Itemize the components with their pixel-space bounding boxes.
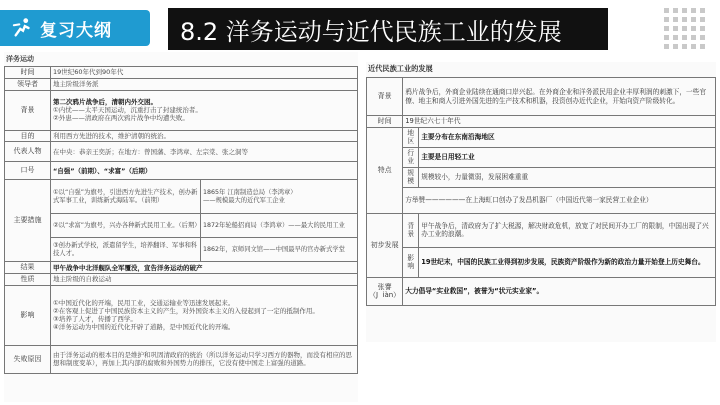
industry-time-label: 时间 xyxy=(367,116,403,128)
runner-icon xyxy=(12,17,34,39)
trade-value: 主要是日用轻工业 xyxy=(419,147,716,167)
review-outline-badge xyxy=(0,10,150,46)
measure-1-desc: ——规模最大的近代军工企业 xyxy=(203,196,285,204)
zhang-jian-label: 张謇（J iàn） xyxy=(367,277,403,305)
time-label: 时间 xyxy=(5,67,51,79)
left-table xyxy=(4,66,358,374)
measure-2-right: 1872年轮船招商局（李鸿章）——最大的民用工业 xyxy=(201,214,358,238)
example-enterprise: 方举赞——————在上海虹口创办了发昌机器厂（中国近代第一家民营工业企业） xyxy=(403,187,716,213)
failure-reason-label: 失败原因 xyxy=(5,345,51,373)
representatives-label: 代表人物 xyxy=(5,142,51,162)
scale-value: 规模较小，力量微弱，发展困难重重 xyxy=(419,167,716,187)
early-impact-label: 影响 xyxy=(403,247,419,277)
impact-item-3: ③培养了人才，传播了西学。 xyxy=(53,315,137,324)
early-background-value: 甲午战争后，清政府为了扩大税源，解决财政危机，放宽了对民间开办工厂的限制，中国出现了兴办工业的浪潮。 xyxy=(419,213,716,247)
region-label: 地区 xyxy=(403,127,419,147)
industry-time-value: 19世纪六七十年代 xyxy=(403,116,716,128)
leader-label: 领导者 xyxy=(5,78,51,90)
right-table xyxy=(366,77,716,306)
purpose-label: 目的 xyxy=(5,130,51,142)
background-item-2: ②外患——清政府在两次鸦片战争中均遭失败。 xyxy=(53,114,189,123)
measure-1-right xyxy=(201,180,358,214)
features-label: 特点 xyxy=(367,127,403,213)
national-industry-table xyxy=(366,62,716,342)
main-measures-label: 主要措施 xyxy=(5,180,51,262)
measure-3-right: 1862年，京师同文馆——中国最早的官办新式学堂 xyxy=(201,238,358,262)
badge-label: 复习大纲 xyxy=(40,20,112,41)
early-development-label: 初步发展 xyxy=(367,213,403,277)
impact-item-1: ①中国近代化的开端，民用工业，交通运输业等迅速发展起来。 xyxy=(53,299,235,307)
representatives-value: 在中央：恭亲王奕訢；在地方：曾国藩、李鸿章、左宗棠、张之洞等 xyxy=(51,142,358,162)
nature-value: 地主阶级的自救运动 xyxy=(51,274,358,286)
trade-label: 行业 xyxy=(403,147,419,167)
purpose-value: 利用西方先进的技术，维护清朝的统治。 xyxy=(51,130,358,142)
impact-cell xyxy=(51,285,358,345)
right-caption: 近代民族工业的发展 xyxy=(368,64,433,73)
leader-value: 地主阶级洋务派 xyxy=(51,78,358,90)
failure-reason-value: 由于洋务运动的根本目的是维护和巩固清政府的统治（所以洋务运动只学习西方的器物，而没有相应的思想和制度变革），再加上其内部的腐败和外国势力的排压，它没有使中国走上富强的道路。 xyxy=(51,345,358,373)
early-impact-value: 19世纪末，中国的民族工业得到初步发展，民族资产阶级作为新的政治力量开始登上历史舞台。 xyxy=(419,247,716,277)
background-item-1: ①内忧——太平天国运动，沉重打击了封建统治者。 xyxy=(53,105,202,114)
background-label: 背景 xyxy=(5,90,51,130)
measure-3-left: ③创办新式学校，派遣留学生，培养翻译、军事和科技人才。 xyxy=(51,238,201,262)
result-value: 甲午战争中北洋舰队全军覆没，宣告洋务运动的破产 xyxy=(51,262,358,274)
measure-1-year: 1865年 江南制造总局（李鸿章） xyxy=(203,188,297,196)
impact-label: 影响 xyxy=(5,285,51,345)
background-intro: 第二次鸦片战争后，清朝内外交困。 xyxy=(53,97,157,106)
impact-item-2: ②在客观上促进了中国民族资本主义的产生，对外国资本主义的入侵起到了一定的抵制作用。 xyxy=(53,307,319,316)
westernization-movement-table xyxy=(4,52,358,402)
scale-label: 规模 xyxy=(403,167,419,187)
industry-background-value: 鸦片战争后，外商企业陆续在通商口岸兴起。在外商企业和洋务派民用企业丰厚利润的刺激下，一些官僚、地主和商人引进外国先进的生产技术和机器，投资创办近代企业，开始向资产阶级转化。 xyxy=(403,78,716,116)
time-value: 19世纪60年代到90年代 xyxy=(51,67,358,79)
impact-item-4: ④洋务运动为中国的近代化开辟了道路，是中国近代化的开端。 xyxy=(53,323,235,332)
industry-background-label: 背景 xyxy=(367,78,403,116)
result-label: 结果 xyxy=(5,262,51,274)
measure-1-left: ①以“自强”为旗号，引进西方先进生产技术，创办新式军事工业，训练新式海陆军。（前期） xyxy=(51,180,201,214)
zhang-jian-value: 大力倡导“实业救国”，被誉为“状元实业家”。 xyxy=(403,277,716,305)
early-background-label: 背景 xyxy=(403,213,419,247)
left-caption: 洋务运动 xyxy=(6,55,34,63)
background-cell xyxy=(51,90,358,130)
measure-2-left: ②以“求富”为旗号，兴办各种新式民用工业。（后期） xyxy=(51,214,201,238)
page-title: 8.2 洋务运动与近代民族工业的发展 xyxy=(168,8,608,50)
nature-label: 性质 xyxy=(5,274,51,286)
slogan-value: “自强”（前期）、“求富”（后期） xyxy=(51,162,358,180)
slogan-label: 口号 xyxy=(5,162,51,180)
decorative-dot-grid-icon xyxy=(664,8,706,50)
region-value: 主要分布在东南沿海地区 xyxy=(419,127,716,147)
